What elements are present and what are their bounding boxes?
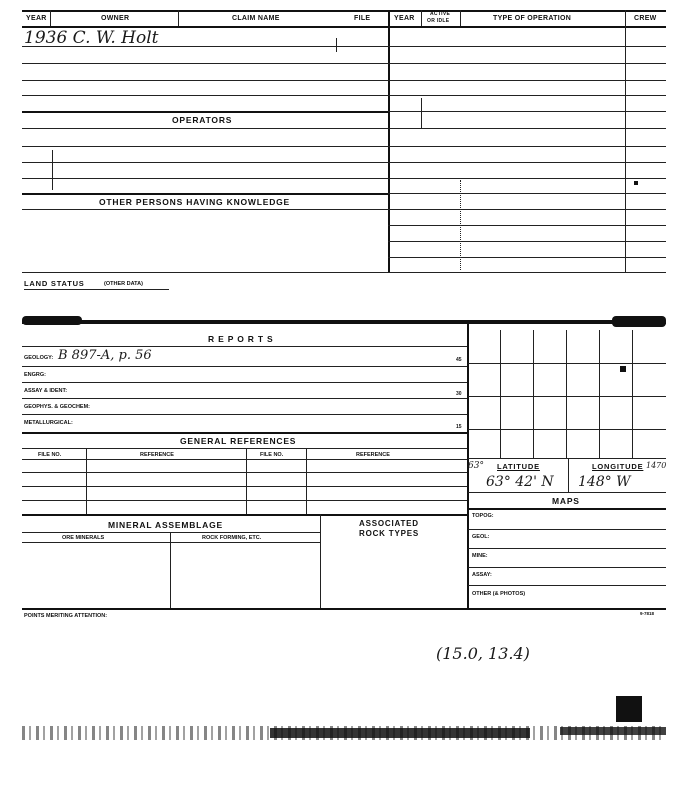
col-year-2: YEAR <box>394 15 415 22</box>
row-line <box>22 80 388 81</box>
geology-label: GEOLOGY: <box>24 355 54 361</box>
maps-topog: TOPOG: <box>472 513 494 519</box>
col-owner: OWNER <box>101 15 130 22</box>
margin-30: 30 <box>456 391 462 397</box>
grid-line <box>500 330 501 458</box>
row-line <box>22 46 388 47</box>
latitude-prefix-handwritten: 63° <box>468 461 484 471</box>
row-line <box>22 486 468 487</box>
row-line <box>468 458 666 459</box>
operators-heading: OPERATORS <box>172 115 233 125</box>
engrg-label: ENGRG: <box>24 372 46 378</box>
row-line <box>22 432 468 434</box>
row-line <box>22 209 388 210</box>
active-divider <box>460 180 461 270</box>
margin-15: 15 <box>456 424 462 430</box>
row-line <box>22 542 320 543</box>
row-line <box>22 382 468 383</box>
associated-rock-line-1: ASSOCIATED <box>359 519 419 528</box>
form-number: 9-7818 <box>640 611 655 616</box>
lat-long-divider <box>568 458 569 492</box>
latitude-handwritten-value: 63° 42' N <box>486 474 554 490</box>
col-type-of-operation: TYPE OF OPERATION <box>493 15 572 22</box>
coordinates-handwritten-note: (15.0, 13.4) <box>436 644 530 663</box>
col-claim-name: CLAIM NAME <box>232 15 280 22</box>
row-line <box>22 128 388 129</box>
grid-line <box>468 429 666 430</box>
crew-mark <box>634 181 638 185</box>
col-file: FILE <box>354 15 371 22</box>
scan-noise <box>22 316 82 325</box>
row-line <box>468 529 666 530</box>
row-line <box>22 162 388 163</box>
col-active-1: ACTIVE <box>430 11 451 17</box>
row-line <box>468 492 666 493</box>
land-status-underline <box>24 289 169 290</box>
points-meriting-label: POINTS MERITING ATTENTION: <box>24 613 108 619</box>
reports-heading: R E P O R T S <box>208 334 274 344</box>
row-line <box>22 95 388 96</box>
section-line <box>22 272 666 273</box>
metallurgical-label: METALLURGICAL: <box>24 420 73 426</box>
row-line <box>22 459 468 460</box>
bottom-border <box>22 608 666 610</box>
general-references-heading: GENERAL REFERENCES <box>180 436 297 446</box>
mineral-assemblage-heading: MINERAL ASSEMBLAGE <box>108 520 223 530</box>
row-line <box>22 532 320 533</box>
row-line <box>22 178 388 179</box>
grid-line <box>533 330 534 458</box>
mineral-divider <box>170 532 171 608</box>
row-line <box>22 63 388 64</box>
maps-other: OTHER (& PHOTOS) <box>472 591 526 597</box>
row-line <box>22 193 388 195</box>
grid-line <box>468 363 666 364</box>
crew-divider <box>625 26 626 272</box>
associated-rock-line-2: ROCK TYPES <box>359 529 420 538</box>
year-divider <box>421 98 422 128</box>
row-line <box>22 366 468 367</box>
maps-assay: ASSAY: <box>472 572 492 578</box>
grid-line <box>632 330 633 458</box>
other-persons-heading: OTHER PERSONS HAVING KNOWLEDGE <box>99 197 291 207</box>
row-line <box>468 508 666 510</box>
geology-handwritten-entry: B 897-A, p. 56 <box>58 348 152 363</box>
ref-reference-2: REFERENCE <box>356 452 390 458</box>
map-grid <box>468 330 666 458</box>
row-line <box>22 500 468 501</box>
ref-divider <box>246 448 247 514</box>
row-line <box>22 448 468 449</box>
ref-file-no-1: FILE NO. <box>38 452 62 458</box>
col-divider <box>421 10 422 26</box>
geophys-label: GEOPHYS. & GEOCHEM: <box>24 404 91 410</box>
top-border <box>22 10 666 12</box>
scan-noise <box>612 316 666 327</box>
col-divider <box>625 10 626 26</box>
assay-label: ASSAY & IDENT: <box>24 388 68 394</box>
ref-divider <box>306 448 307 514</box>
land-status-sub: (OTHER DATA) <box>104 281 143 287</box>
latitude-label: LATITUDE <box>497 462 540 471</box>
scan-black-square <box>616 696 642 722</box>
col-divider <box>460 10 461 26</box>
grid-line <box>599 330 600 458</box>
row-line <box>22 472 468 473</box>
row-line <box>22 111 388 113</box>
grid-line <box>468 396 666 397</box>
col-active-2: OR IDLE <box>427 18 450 24</box>
margin-45: 45 <box>456 357 462 363</box>
ref-divider <box>86 448 87 514</box>
owner-handwritten-entry: 1936 C. W. Holt <box>24 28 159 48</box>
row-line <box>468 548 666 549</box>
row-line <box>22 414 468 415</box>
col-divider <box>178 10 179 26</box>
col-crew: CREW <box>634 15 657 22</box>
mineral-divider <box>320 514 321 608</box>
rock-forming-label: ROCK FORMING, ETC. <box>202 535 262 541</box>
row-line <box>468 567 666 568</box>
ref-reference-1: REFERENCE <box>140 452 174 458</box>
longitude-handwritten-value: 148° W <box>578 474 631 490</box>
grid-line <box>566 330 567 458</box>
ref-file-no-2: FILE NO. <box>260 452 284 458</box>
main-divider <box>388 10 390 272</box>
land-status-heading: LAND STATUS <box>24 279 85 288</box>
ore-minerals-label: ORE MINERALS <box>62 535 105 541</box>
scan-noise <box>270 728 530 738</box>
row-line <box>468 585 666 586</box>
row-line <box>22 146 388 147</box>
grid-location-mark <box>620 366 626 372</box>
owner-file-divider <box>336 38 337 52</box>
row-line <box>22 398 468 399</box>
maps-geol: GEOL: <box>472 534 490 540</box>
row-line <box>22 514 468 516</box>
col-divider <box>50 10 51 26</box>
operators-divider <box>52 150 53 190</box>
reports-top-bar <box>22 320 666 324</box>
scan-noise <box>560 727 666 735</box>
col-year: YEAR <box>26 15 47 22</box>
row-line <box>22 346 468 347</box>
longitude-suffix-handwritten: 1470 <box>646 461 667 470</box>
maps-mine: MINE: <box>472 553 488 559</box>
longitude-label: LONGITUDE <box>592 462 644 471</box>
maps-heading: MAPS <box>552 496 580 506</box>
